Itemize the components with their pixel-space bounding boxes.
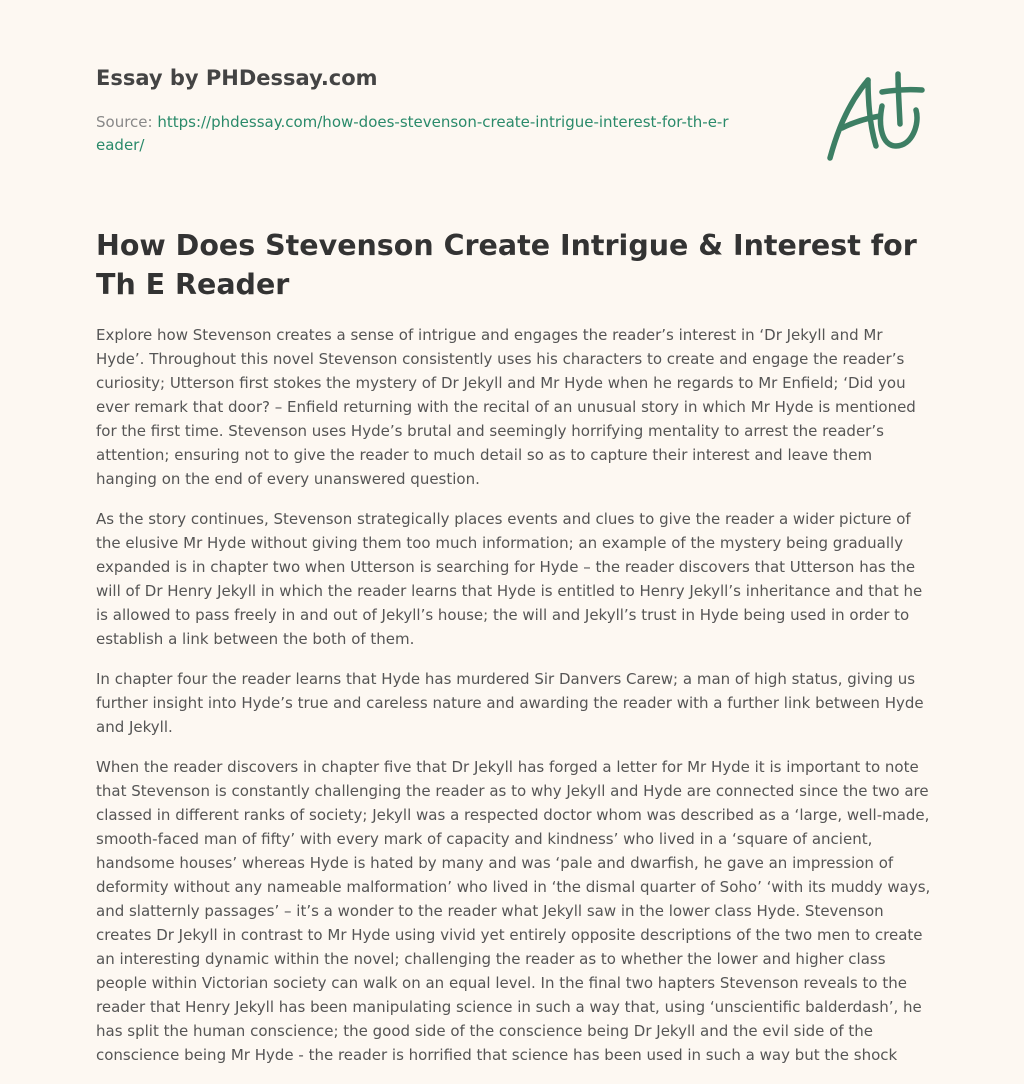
site-title: Essay by PHDessay.com (96, 66, 378, 90)
essay-paragraph: Explore how Stevenson creates a sense of intrigue and engages the reader’s interest in ‘Dr Jekyll and Mr Hyde’. Throughout this novel Stevenson consistently uses his characters to create and engage the reader’s curiosity; Utterson first stokes the mystery of Dr Jekyll and Mr Hyde when he regards to Mr Enfield; ‘Did you ever remark that door? – Enfield returning with the recital of an unusual story in which Mr Hyde is mentioned for the first time. Stevenson uses Hyde’s brutal and seemingly horrifying mentality to arrest the reader’s attention; ensuring not to give the reader to much detail so as to capture their interest and leave them hanging on the end of every unanswered question. (96, 326, 916, 488)
essay-paragraph: In chapter four the reader learns that Hyde has murdered Sir Danvers Carew; a man of high status, giving us further insight into Hyde’s true and careless nature and awarding the reader with a further link between Hyde and Jekyll. (96, 670, 924, 736)
essay-paragraph: When the reader discovers in chapter five that Dr Jekyll has forged a letter for Mr Hyde it is important to note that Stevenson is constantly challenging the reader as to why Jekyll and Hyde are connected since the two are classed in different ranks of society; Jekyll was a respected doctor whom was described as a ‘large, well-made, smooth-faced man of fifty’ with every mark of capacity and kindness’ who lived in a ‘square of ancient, handsome houses’ whereas Hyde is hated by many and was ‘pale and dwarfish, he gave an impression of deformity without any nameable malformation’ who lived in ‘the dismal quarter of Soho’ ‘with its muddy ways, and slatternly passages’ – it’s a wonder to the reader what Jekyll saw in the lower class Hyde. Stevenson creates Dr Jekyll in contrast to Mr Hyde using vivid yet entirely opposite descriptions of the two men to create an interesting dynamic within the novel; challenging the reader as to whether the lower and higher class people within Victorian society can walk on an equal level. In the final two hapters Stevenson reveals to the reader that Henry Jekyll has been manipulating science in such a way that, using ‘unscientific balderdash’, he has split the human conscience; the good side of the conscience being Dr Jekyll and the evil side of the conscience being Mr Hyde - the reader is horrified that science has been used in such a way but the shock (96, 758, 931, 1064)
essay-paragraph: As the story continues, Stevenson strategically places events and clues to give the reader a wider picture of the elusive Mr Hyde without giving them too much information; an example of the mystery being gradually expanded is in chapter two when Utterson is searching for Hyde – the reader discovers that Utterson has the will of Dr Henry Jekyll in which the reader learns that Hyde is entitled to Henry Jekyll’s inheritance and that he is allowed to pass freely in and out of Jekyll’s house; the will and Jekyll’s trust in Hyde being used in order to establish a link between the both of them. (96, 510, 923, 648)
source-line (96, 111, 736, 157)
a-plus-logo-icon (820, 66, 930, 166)
essay-body (96, 323, 932, 1083)
essay-title: How Does Stevenson Create Intrigue & Interest for Th E Reader (96, 229, 917, 301)
source-label: Source: (96, 113, 158, 131)
source-link[interactable]: https://phdessay.com/how-does-stevenson-create-intrigue-interest-for-th-e-reader/ (96, 113, 729, 154)
